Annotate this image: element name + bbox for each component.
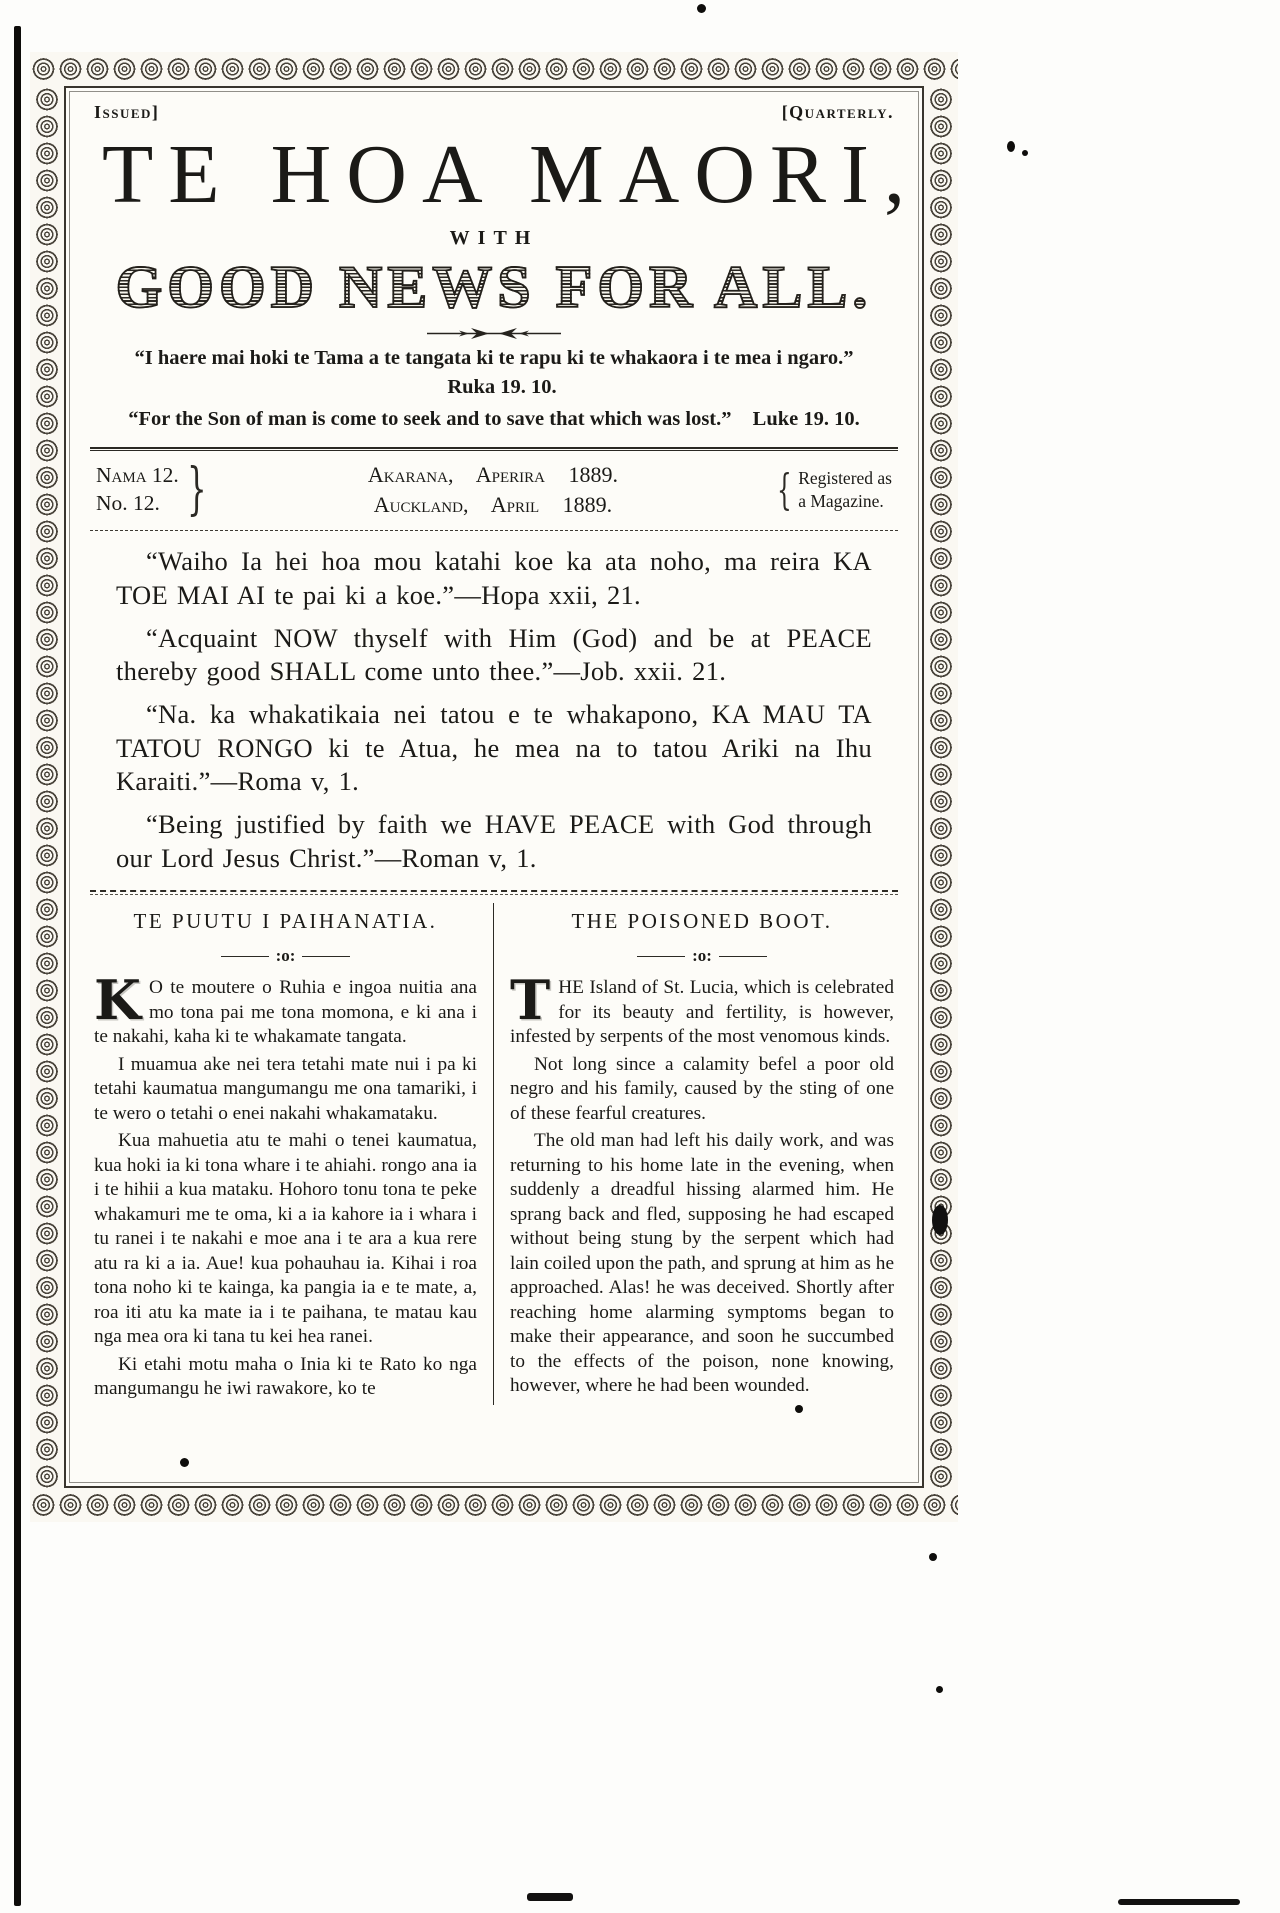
arrow-ornament-icon <box>419 327 569 340</box>
scan-speck <box>697 4 706 13</box>
article-paragraph: I muamua ake nei tera tetahi mate nui i pa ki tetahi kaumatua mangumangu me ona tamariki, i te wero o tetahi o enei nakahi whakamataku. <box>94 1053 477 1124</box>
registered-line-2: a Magazine. <box>798 490 884 511</box>
paragraph-text: O te moutere o Ruhia e ingoa nuitia ana mo tona pai me tona momona, e ki ana i te nakahi, kaha ki te whakamate tangata. <box>94 977 477 1048</box>
ornamental-border-right <box>924 86 958 1488</box>
newspaper-frame <box>30 52 958 1522</box>
scan-speck <box>795 1405 803 1413</box>
article-paragraph: Not long since a calamity befel a poor old negro and his family, caused by the sting of one of these fearful creatures. <box>510 1053 894 1124</box>
paragraph-text: HE Island of St. Lucia, which is celebrated for its beauty and fertility, is however, infested by serpents of the most venomous kinds. <box>510 977 894 1048</box>
article-paragraph <box>94 968 477 1050</box>
article-paragraph: Ki etahi motu maha o Inia ki te Rato ko nga mangumangu he iwi rawakore, ko te <box>94 1353 477 1400</box>
issue-number-maori: Nama 12. <box>96 462 179 487</box>
subtitle-good-news: GOOD NEWS FOR ALL. <box>90 256 898 319</box>
motto-maori-ref: Ruka 19. 10. <box>447 375 557 398</box>
scripture-quote: “Being justified by faith we HAVE PEACE with God through our Lord Jesus Christ.”—Roman v, 1. <box>116 808 872 873</box>
dateline-maori: Akarana, Aperira 1889. <box>367 462 618 488</box>
scan-artifact <box>527 1893 573 1901</box>
drop-cap: T <box>510 968 551 1033</box>
masthead-row <box>90 102 898 123</box>
heavy-dash-rule <box>90 890 898 895</box>
quarterly-label: [Quarterly. <box>781 102 894 122</box>
registered-block <box>771 464 892 514</box>
scan-speck <box>929 1553 937 1561</box>
article-heading: THE POISONED BOOT. <box>571 909 833 934</box>
motto-maori-text: “I haere mai hoki te Tama a te tangata ki te rapu ki te whakaora i te mea i ngaro.” <box>134 347 854 369</box>
article-paragraph: The old man had left his daily work, and was returning to his home late in the evening, when suddenly a dreadful hissing alarmed him. He sprang back and fled, supposing he had escaped without being stung by the serpent which had lain coiled upon the path, and sprung at him as he approached. Alas! he was deceived. Shortly after reaching home alarming symptoms began to make their appearance, and soon he succumbed to the effects of the poison, none knowing, however, where he had been wounded. <box>510 1130 894 1397</box>
dateline-block <box>214 460 771 519</box>
issue-brace-icon: } <box>186 456 207 522</box>
scripture-quote: “Acquaint NOW thyself with Him (God) and be at PEACE thereby good SHALL come unto thee.”—Job. xxii. 21. <box>116 622 872 687</box>
masthead-divider <box>90 327 898 340</box>
scan-speck <box>1007 141 1015 152</box>
motto-english <box>90 405 898 434</box>
scripture-quote: “Na. ka whakatikaia nei tatou e te whakapono, KA MAU TA TATOU RONGO ki te Atua, he mea na to tatou Ariki na Ihu Karaiti.”—Roma v, 1. <box>116 699 872 797</box>
motto-english-ref: Luke 19. 10. <box>752 408 860 431</box>
registered-line-1: Registered as <box>798 468 892 488</box>
scan-speck <box>936 1686 943 1693</box>
inner-frame <box>64 86 924 1488</box>
section-divider <box>94 946 477 966</box>
motto-english-text: “For the Son of man is come to seek and to save that which was lost.” <box>128 408 732 431</box>
registered-brace-icon: { <box>777 464 793 514</box>
page-edge-line <box>14 26 21 1906</box>
scripture-quotes <box>90 531 898 886</box>
section-divider-label: :o: <box>692 946 712 966</box>
drop-cap: K <box>94 968 141 1033</box>
issue-number-english: No. 12. <box>96 490 160 515</box>
section-divider <box>510 946 894 966</box>
issued-label: Issued] <box>94 102 160 122</box>
article-column-maori <box>90 903 494 1405</box>
ornamental-border-top <box>30 52 958 86</box>
article-columns <box>90 903 898 1405</box>
section-divider-label: :o: <box>275 946 296 966</box>
ink-blot <box>932 1205 948 1235</box>
scan-artifact <box>1118 1899 1240 1905</box>
motto-maori <box>90 344 898 401</box>
scripture-quote: “Waiho Ia hei hoa mou katahi koe ka ata noho, ma reira KA TOE MAI AI te pai ki a koe.”—Hopa xxii, 21. <box>116 546 872 611</box>
scan-speck <box>1022 150 1028 156</box>
subtitle-with: WITH <box>449 227 539 249</box>
ornamental-border-left <box>30 86 64 1488</box>
article-heading: TE PUUTU I PAIHANATIA. <box>133 909 438 934</box>
article-paragraph <box>510 968 894 1050</box>
ornamental-border-bottom <box>30 1488 958 1522</box>
newspaper-title: TE HOA MAORI, <box>102 128 920 221</box>
dateline-english: Auckland, April 1889. <box>373 491 613 517</box>
article-column-english <box>494 903 898 1405</box>
issue-row <box>90 451 898 526</box>
issue-number-block <box>96 456 214 522</box>
article-paragraph: Kua mahuetia atu te mahi o tenei kaumatua, kua hoki ia ki tona whare i te ahiahi. rongo ana ia i te hihii a kua mataku. Hohoro tonu tona te peke whakamuri me te oma, ki a ia kahore ia i whara i tu ranei i te nakahi e moe ana i te ara a kua rere atu ra ki a ia. Aue! kua pohauhau ia. Kihai i roa tona noho ki te kainga, ka pangia ia e te mate, a, roa iti atu ka mate ia i te paihana, te matau kau nga mea ora ki tana tu kei hea ranei. <box>94 1130 477 1348</box>
scan-speck <box>180 1458 189 1467</box>
